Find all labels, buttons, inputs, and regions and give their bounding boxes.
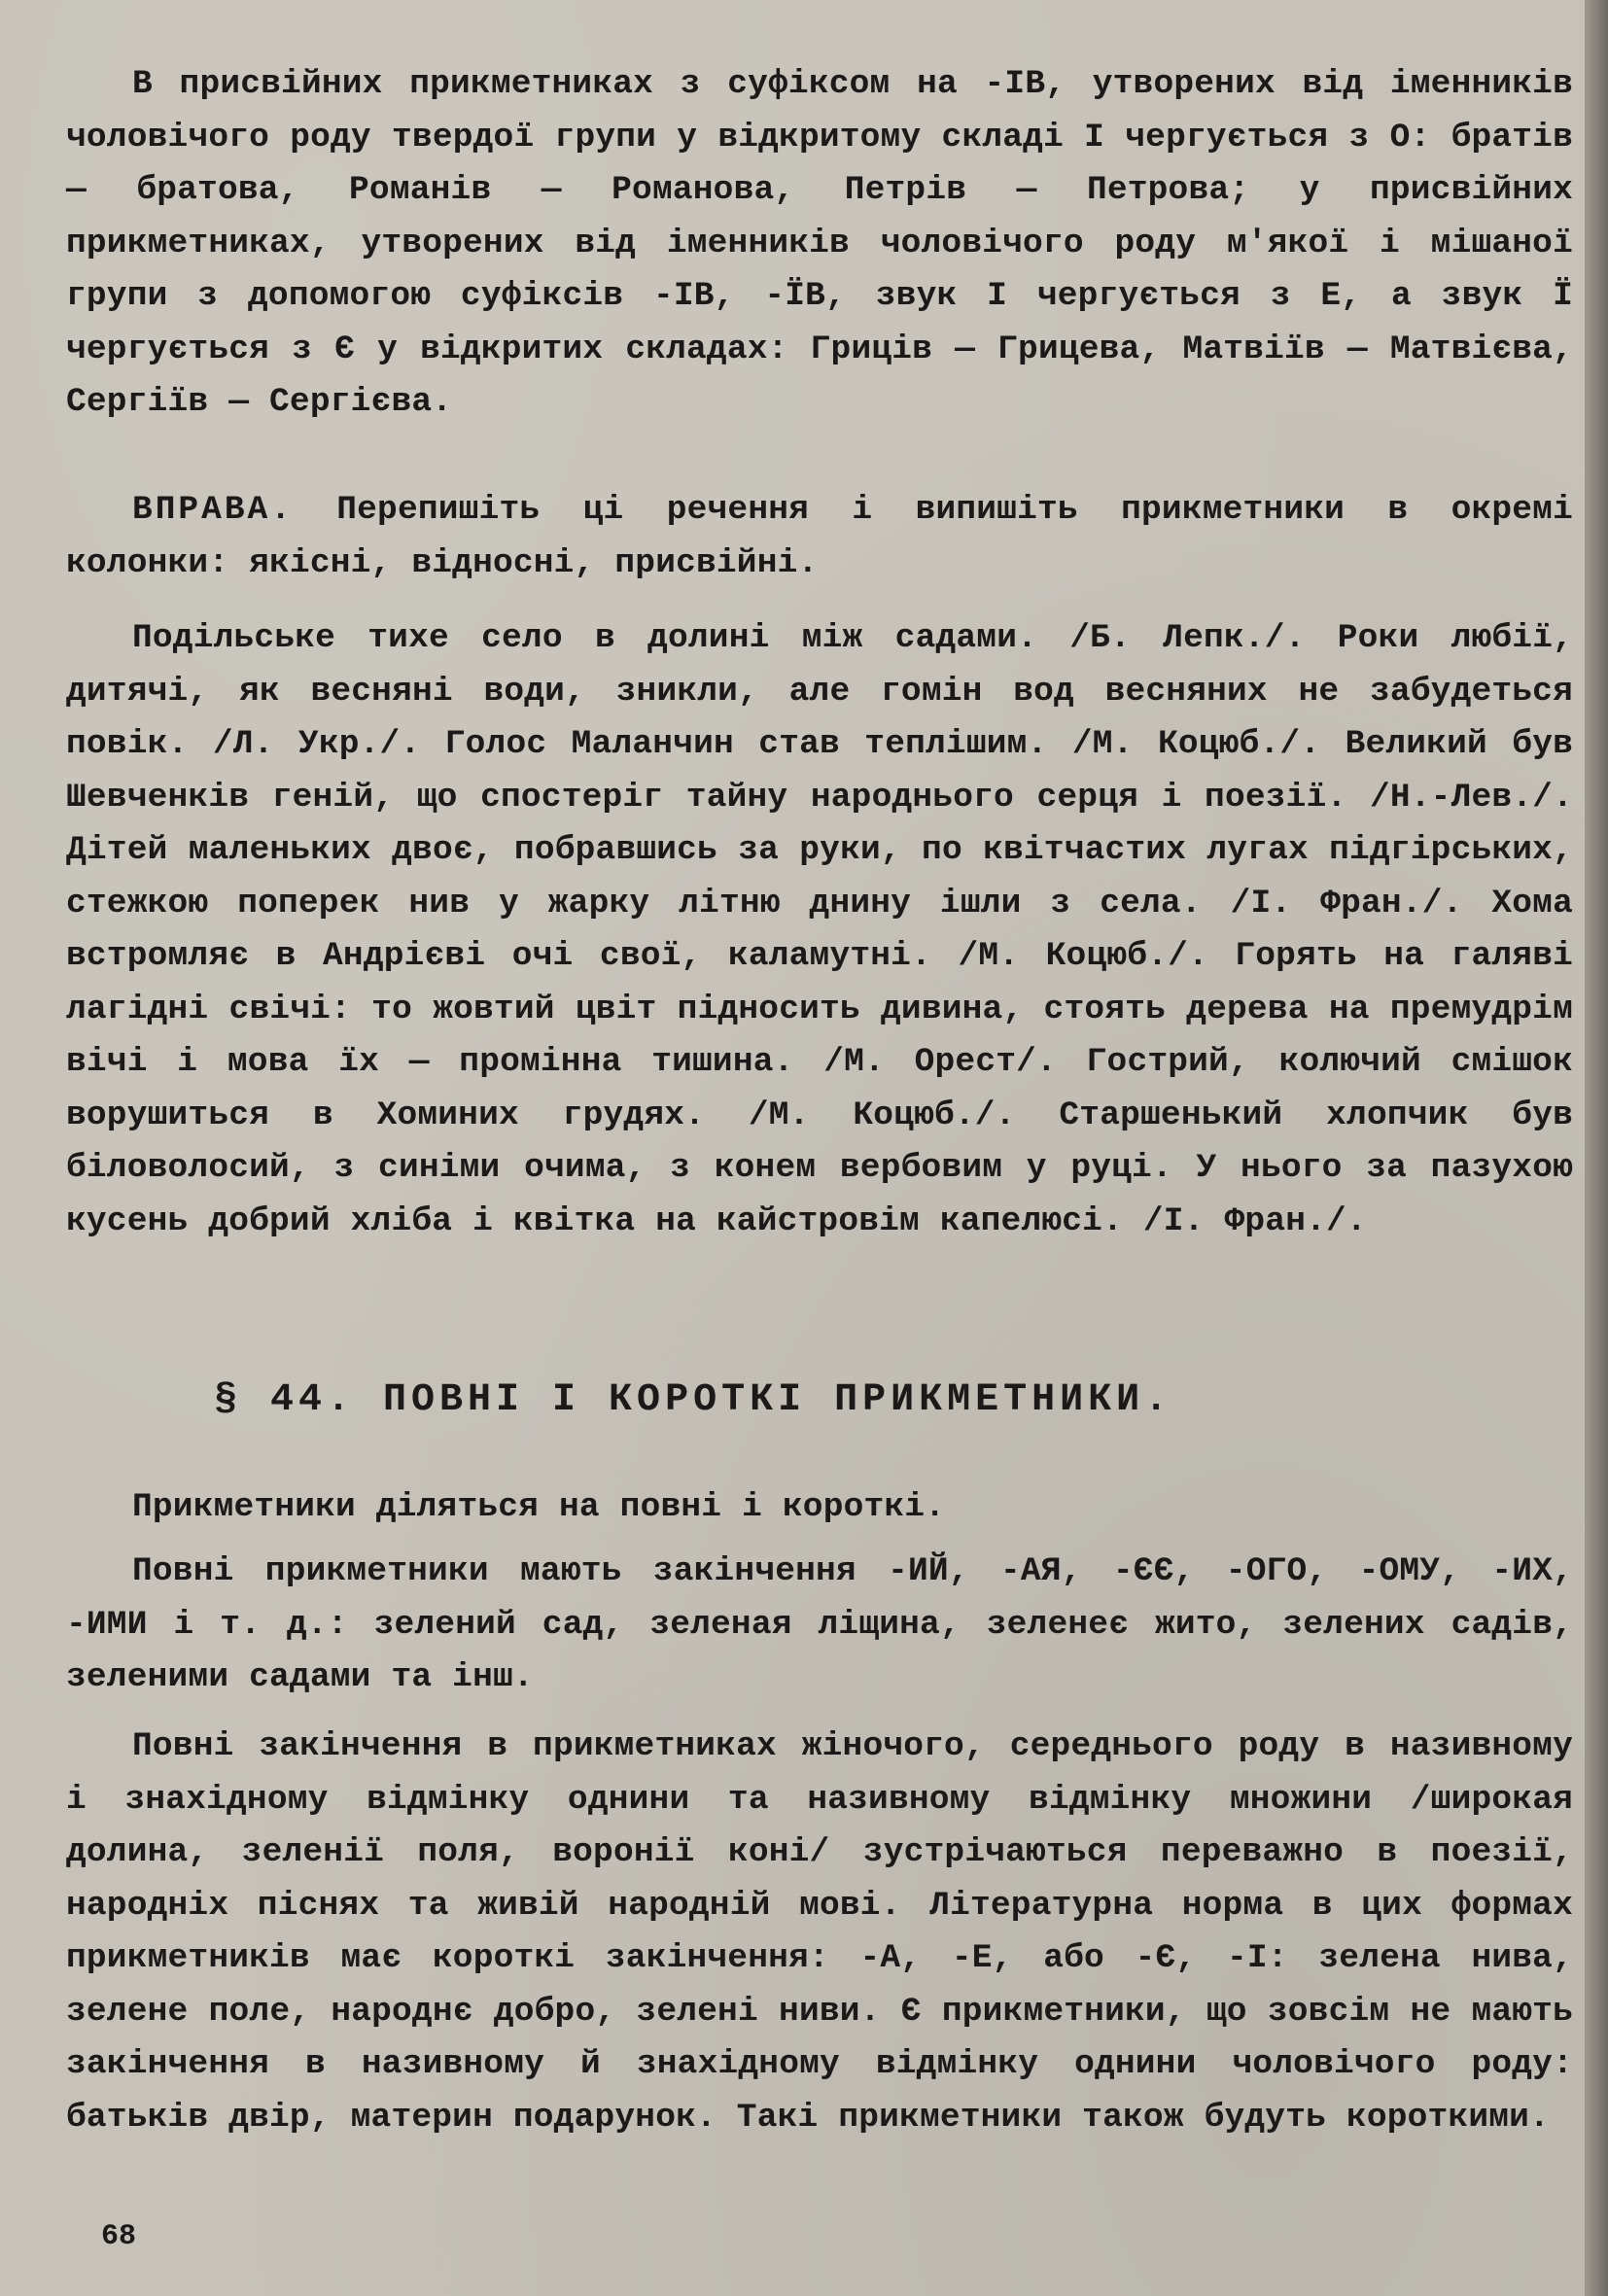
paragraph-text: Прикметники діляться на повні і короткі. bbox=[132, 1488, 946, 1526]
exercise-sentences bbox=[66, 612, 1573, 1248]
page-number: 68 bbox=[101, 2220, 137, 2253]
paragraph-suffix-alternation bbox=[66, 58, 1573, 430]
paragraph-literary-norm bbox=[66, 1721, 1573, 2144]
exercise-paragraph bbox=[66, 484, 1573, 590]
paragraph-text: Повні прикметники мають закінчення -ИЙ, -АЯ, -ЄЄ, -ОГО, -ОМУ, -ИХ, -ИМИ і т. д.: зелений сад, зеленая ліщина, зеленеє жито, зелених садів, зеленими садами та інш. bbox=[66, 1552, 1573, 1696]
exercise-text: Подільське тихе село в долині між садами. /Б. Лепк./. Роки любії, дитячі, як весняні води, зникли, але гомін вод весняних не забудеться повік. /Л. Укр./. Голос Маланчин став теплішим. /М. Коцюб./. Великий був Шевченків геній, що спостеріг тайну народнього серця і поезії. /Н.-Лев./. Дітей маленьких двоє, побравшись за руки, по квітчастих лугах підгірських, стежкою поперек нив у жарку літню днину ішли з села. /І. Фран./. Хома встромляє в Андрієві очі свої, каламутні. /М. Коцюб./. Горять на галяві лагідні свічі: то жовтий цвіт підносить дивина, стоять дерева на премудрім вічі і мова їх — промінна тишина. /М. Орест/. Гострий, колючий смішок ворушиться в Хоминих грудях. /М. Коцюб./. Старшенький хлопчик був біловолосий, з синіми очима, з конем вербовим у руці. У нього за пазухою кусень добрий хліба і квітка на кайстровім капелюсі. /І. Фран./. bbox=[66, 619, 1573, 1240]
exercise-instruction-text: Перепишіть ці речення і випишіть прикметники в окремі колонки: якісні, відносні, присвійні. bbox=[66, 491, 1573, 582]
paragraph-text: Повні закінчення в прикметниках жіночого, середнього роду в називному і знахідному відмінку однини та називному відмінку множини /широкая долина, зеленії поля, воронії коні/ зустрічаються переважно в поезії, народніх піснях та живій народній мові. Літературна норма в цих формах прикметників має короткі закінчення: -А, -Е, або -Є, -І: зелена нива, зелене поле, народнє добро, зелені ниви. Є прикметники, що зовсім не мають закінчення в називному й знахідному відмінку однини чоловічого роду: батьків двір, материн подарунок. Такі прикметники також будуть короткими. bbox=[66, 1727, 1573, 2137]
exercise-instruction bbox=[66, 484, 1573, 590]
section-title: § 44. ПОВНІ І КОРОТКІ ПРИКМЕТНИКИ. bbox=[214, 1378, 1173, 1422]
paragraph-full-endings bbox=[66, 1546, 1573, 1705]
exercise-label: ВПРАВА. bbox=[132, 491, 294, 529]
page-edge bbox=[1585, 0, 1608, 2296]
paragraph-division bbox=[66, 1481, 1573, 1535]
paragraph-text: В присвійних прикметниках з суфіксом на -ІВ, утворених від іменників чоловічого роду твердої групи у відкритому складі І чергується з О: братів — братова, Романів — Романова, Петрів — Петрова; у присвійних прикметниках, утворених від іменників чоловічого роду м'якої і мішаної групи з допомогою суфіксів -ІВ, -ЇВ, звук І чергується з Е, а звук Ї чергується з Є у відкритих складах: Гриців — Грицева, Матвіїв — Матвієва, Сергіїв — Сергієва. bbox=[66, 65, 1573, 421]
